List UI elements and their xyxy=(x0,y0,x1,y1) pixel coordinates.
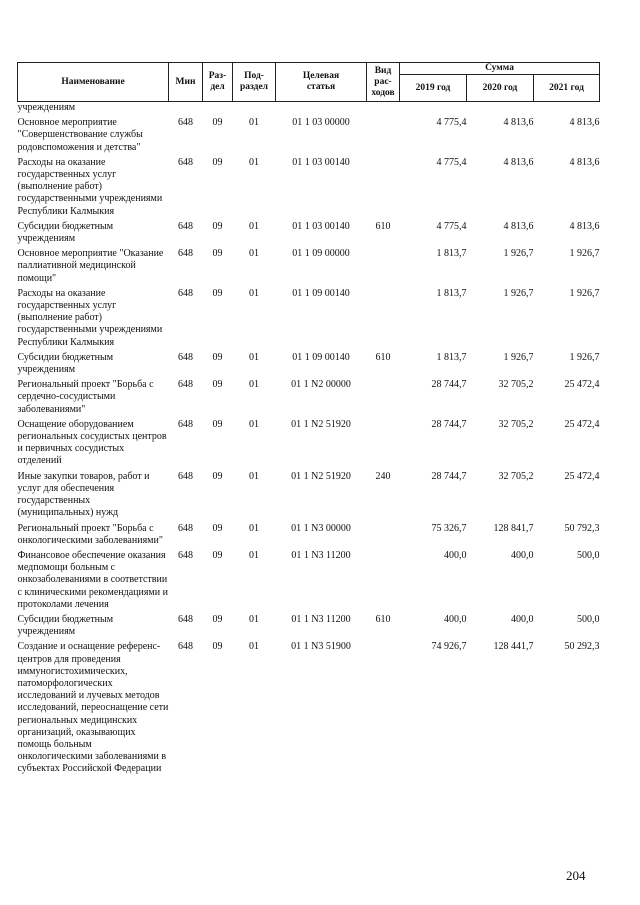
cell-target: 01 1 N2 00000 xyxy=(291,379,351,391)
cell-target: 01 1 N3 00000 xyxy=(291,522,351,534)
cell-2021: 50 292,3 xyxy=(564,641,600,653)
table-row xyxy=(18,248,600,288)
cell-podrazdel: 01 xyxy=(249,418,259,430)
col-header-podrazdel: Под- раздел xyxy=(233,63,276,102)
cell-vid: 240 xyxy=(375,470,391,482)
cell-2020: 1 926,7 xyxy=(503,287,534,299)
cell-name: Субсидии бюджетным учреждениям xyxy=(17,613,114,638)
cell-min xyxy=(169,102,203,118)
col-header-razdel: Раз- дел xyxy=(203,63,233,102)
table-row xyxy=(18,288,600,352)
cell-razdel: 09 xyxy=(212,470,223,482)
cell-razdel: 09 xyxy=(212,418,223,430)
cell-2021: 50 792,3 xyxy=(564,522,600,534)
cell-2021: 1 926,7 xyxy=(569,287,600,299)
cell-2021 xyxy=(534,102,600,118)
page-number: 204 xyxy=(566,868,586,883)
cell-min: 648 xyxy=(178,641,193,653)
cell-min: 648 xyxy=(178,117,193,129)
cell-razdel: 09 xyxy=(212,248,223,260)
cell-2019: 74 926,7 xyxy=(431,641,467,653)
cell-vid: 610 xyxy=(375,351,391,363)
cell-target: 01 1 03 00000 xyxy=(292,117,350,129)
table-row xyxy=(18,102,600,118)
cell-target: 01 1 N3 51900 xyxy=(291,641,351,653)
table-row xyxy=(18,523,600,550)
cell-2020: 4 813,6 xyxy=(503,117,534,129)
cell-name: Создание и оснащение референс-центров для проведения иммуногистохимических, патоморфологических исследований и лучевых методов исследований, переоснащение сети региональных медицинских организаций, оказывающих помощь больным онкологическими заболеваниями в субъектах Российской Федерации xyxy=(17,641,169,775)
cell-podrazdel: 01 xyxy=(249,156,259,168)
cell-vid xyxy=(367,419,400,471)
cell-2019 xyxy=(400,102,467,118)
cell-2019: 1 813,7 xyxy=(436,287,467,299)
cell-podrazdel xyxy=(233,102,276,118)
cell-podrazdel: 01 xyxy=(249,379,259,391)
table-row xyxy=(18,641,600,778)
col-header-2020: 2020 год xyxy=(467,75,534,102)
cell-2021: 500,0 xyxy=(577,549,600,561)
cell-2021: 25 472,4 xyxy=(564,470,600,482)
cell-vid xyxy=(367,523,400,550)
cell-vid xyxy=(367,641,400,778)
cell-2020: 128 841,7 xyxy=(493,522,534,534)
budget-table xyxy=(17,62,600,779)
cell-2019: 4 775,4 xyxy=(436,117,467,129)
cell-min: 648 xyxy=(178,418,193,430)
cell-razdel: 09 xyxy=(212,522,223,534)
cell-2021: 25 472,4 xyxy=(564,418,600,430)
cell-name: Расходы на оказание государственных услуг (выполнение работ) государственными учреждениями Республики Калмыкия xyxy=(17,156,163,217)
cell-2019: 75 326,7 xyxy=(431,522,467,534)
cell-razdel: 09 xyxy=(212,613,223,625)
cell-2020: 4 813,6 xyxy=(503,156,534,168)
cell-min: 648 xyxy=(178,248,193,260)
table-row xyxy=(18,157,600,221)
cell-target: 01 1 03 00140 xyxy=(292,156,350,168)
cell-podrazdel: 01 xyxy=(249,470,259,482)
cell-2020: 128 441,7 xyxy=(493,641,534,653)
col-header-target: Целевая статья xyxy=(276,63,367,102)
cell-name: Оснащение оборудованием региональных сосудистых центров и первичных сосудистых отделений xyxy=(17,418,167,467)
cell-2021: 4 813,6 xyxy=(569,220,600,232)
cell-2020: 32 705,2 xyxy=(498,379,534,391)
cell-name: Субсидии бюджетным учреждениям xyxy=(17,220,114,245)
cell-name: Основное мероприятие "Совершенствование службы родовспоможения и детства" xyxy=(17,117,143,153)
cell-target: 01 1 09 00140 xyxy=(292,287,350,299)
cell-2020: 400,0 xyxy=(511,613,534,625)
cell-vid xyxy=(367,379,400,419)
cell-name: Иные закупки товаров, работ и услуг для обеспечения государственных (муниципальных) нужд xyxy=(17,470,150,519)
table-row xyxy=(18,419,600,471)
cell-name: Региональный проект "Борьба с сердечно-сосудистыми заболеваниями" xyxy=(17,379,154,415)
table-row xyxy=(18,352,600,379)
cell-2019: 28 744,7 xyxy=(431,379,467,391)
cell-2021: 25 472,4 xyxy=(564,379,600,391)
cell-2020 xyxy=(467,102,534,118)
cell-min: 648 xyxy=(178,287,193,299)
cell-min: 648 xyxy=(178,549,193,561)
cell-podrazdel: 01 xyxy=(249,248,259,260)
cell-podrazdel: 01 xyxy=(249,351,259,363)
table-row xyxy=(18,221,600,248)
cell-razdel: 09 xyxy=(212,117,223,129)
cell-2019: 4 775,4 xyxy=(436,220,467,232)
cell-vid: 610 xyxy=(375,220,391,232)
cell-target: 01 1 N2 51920 xyxy=(291,418,351,430)
cell-name: Расходы на оказание государственных услуг (выполнение работ) государственными учреждениями Республики Калмыкия xyxy=(17,287,163,348)
table-row xyxy=(18,471,600,523)
cell-razdel: 09 xyxy=(212,287,223,299)
cell-min: 648 xyxy=(178,613,193,625)
cell-min: 648 xyxy=(178,522,193,534)
cell-target: 01 1 N2 51920 xyxy=(291,470,351,482)
cell-vid xyxy=(367,117,400,157)
cell-2019: 400,0 xyxy=(444,549,467,561)
cell-2019: 1 813,7 xyxy=(436,248,467,260)
cell-2020: 400,0 xyxy=(511,549,534,561)
cell-name: Основное мероприятие "Оказание паллиативной медицинской помощи" xyxy=(17,248,164,284)
cell-2021: 1 926,7 xyxy=(569,248,600,260)
table-body xyxy=(18,102,600,779)
cell-razdel: 09 xyxy=(212,156,223,168)
cell-podrazdel: 01 xyxy=(249,613,259,625)
cell-2019: 28 744,7 xyxy=(431,418,467,430)
cell-razdel: 09 xyxy=(212,351,223,363)
cell-min: 648 xyxy=(178,379,193,391)
cell-2019: 28 744,7 xyxy=(431,470,467,482)
cell-target: 01 1 N3 11200 xyxy=(291,549,351,561)
cell-name: Субсидии бюджетным учреждениям xyxy=(17,351,114,376)
cell-name: Региональный проект "Борьба с онкологическими заболеваниями" xyxy=(17,522,163,546)
cell-podrazdel: 01 xyxy=(249,549,259,561)
table-header xyxy=(18,63,600,102)
cell-target: 01 1 09 00000 xyxy=(292,248,350,260)
cell-vid: 610 xyxy=(375,613,391,625)
cell-target xyxy=(276,102,367,118)
cell-2020: 1 926,7 xyxy=(503,351,534,363)
col-header-min: Мин xyxy=(169,63,203,102)
cell-target: 01 1 03 00140 xyxy=(292,220,350,232)
col-header-2021: 2021 год xyxy=(534,75,600,102)
table-row xyxy=(18,614,600,641)
col-header-name: Наименование xyxy=(18,63,169,102)
cell-podrazdel: 01 xyxy=(249,220,259,232)
cell-2021: 1 926,7 xyxy=(569,351,600,363)
cell-name: Финансовое обеспечение оказания медпомощи больным с онкозаболеваниями в соответствии с клиническими рекомендациями и протоколами лечения xyxy=(17,549,168,610)
cell-razdel: 09 xyxy=(212,220,223,232)
cell-min: 648 xyxy=(178,351,193,363)
cell-vid xyxy=(367,102,400,118)
table-row xyxy=(18,117,600,157)
col-header-sum: Сумма xyxy=(400,63,600,75)
cell-2020: 1 926,7 xyxy=(503,248,534,260)
cell-2020: 4 813,6 xyxy=(503,220,534,232)
cell-razdel: 09 xyxy=(212,549,223,561)
cell-razdel xyxy=(203,102,233,118)
cell-vid xyxy=(367,248,400,288)
cell-min: 648 xyxy=(178,220,193,232)
cell-vid xyxy=(367,157,400,221)
cell-2021: 4 813,6 xyxy=(569,117,600,129)
cell-podrazdel: 01 xyxy=(249,287,259,299)
cell-vid xyxy=(367,550,400,614)
cell-target: 01 1 N3 11200 xyxy=(291,613,351,625)
cell-name: учреждениям xyxy=(17,102,76,113)
cell-razdel: 09 xyxy=(212,379,223,391)
cell-min: 648 xyxy=(178,470,193,482)
cell-vid xyxy=(367,288,400,352)
col-header-vid: Вид рас- ходов xyxy=(367,63,400,102)
cell-target: 01 1 09 00140 xyxy=(292,351,350,363)
cell-2021: 4 813,6 xyxy=(569,156,600,168)
cell-razdel: 09 xyxy=(212,641,223,653)
cell-min: 648 xyxy=(178,156,193,168)
table-row xyxy=(18,550,600,614)
cell-2020: 32 705,2 xyxy=(498,470,534,482)
cell-2019: 4 775,4 xyxy=(436,156,467,168)
cell-2019: 1 813,7 xyxy=(436,351,467,363)
table-row xyxy=(18,379,600,419)
col-header-2019: 2019 год xyxy=(400,75,467,102)
cell-podrazdel: 01 xyxy=(249,522,259,534)
cell-2021: 500,0 xyxy=(577,613,600,625)
cell-podrazdel: 01 xyxy=(249,641,259,653)
cell-2020: 32 705,2 xyxy=(498,418,534,430)
cell-podrazdel: 01 xyxy=(249,117,259,129)
cell-2019: 400,0 xyxy=(444,613,467,625)
